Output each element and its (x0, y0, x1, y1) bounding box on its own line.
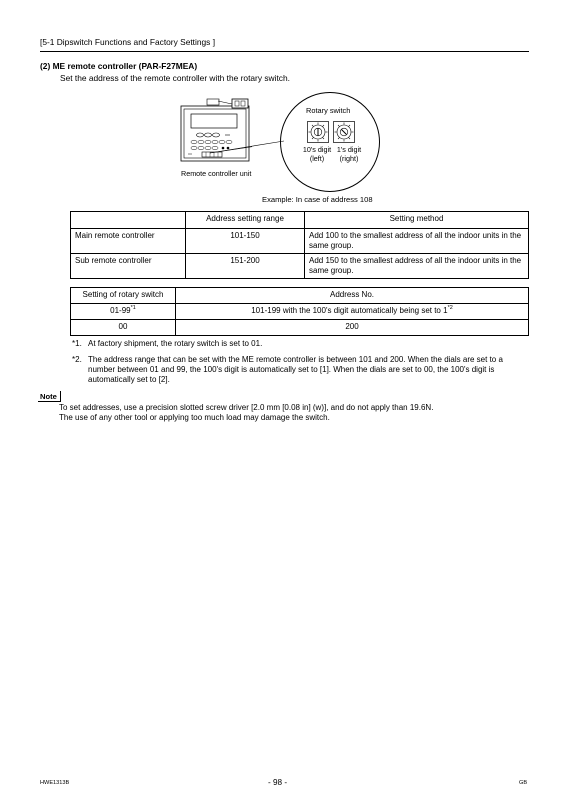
section-title: (2) ME remote controller (PAR-F27MEA) (40, 61, 198, 71)
address-value: 101-199 with the 100's digit automatically being set to 1 (251, 306, 448, 315)
region-code: GB (519, 780, 528, 786)
table-cell: Add 100 to the smallest address of all the indoor units in the same group. (305, 229, 529, 254)
footnote-ref: *2 (447, 305, 453, 311)
table-header-cell: Setting of rotary switch (71, 288, 176, 304)
document-code: HWE1313B (40, 780, 70, 786)
note-line: The use of any other tool or applying too much load may damage the switch. (59, 413, 330, 422)
table-cell (176, 304, 529, 320)
ones-digit-dial-icon (333, 121, 355, 143)
tens-digit-side: (left) (309, 154, 325, 163)
note-line: To set addresses, use a precision slotted screw driver [2.0 mm [0.08 in] (w)], and do not apply than 19.6N. (59, 403, 434, 412)
table-cell: 200 (176, 320, 529, 336)
tens-digit-name: 10's digit (302, 145, 332, 154)
table-header-cell: Address No. (176, 288, 529, 304)
table-cell: 151-200 (186, 254, 305, 279)
page-number: - 98 - (268, 778, 288, 787)
table-cell: Sub remote controller (71, 254, 186, 279)
callout-line (208, 139, 286, 155)
ones-digit-name: 1's digit (336, 145, 362, 154)
table-header-row (71, 212, 529, 229)
running-header: [5-1 Dipswitch Functions and Factory Settings ] (40, 37, 216, 47)
table-header-row (71, 288, 529, 304)
table-cell: 101-150 (186, 229, 305, 254)
rotary-switch-table (70, 287, 529, 336)
table-cell: Main remote controller (71, 229, 186, 254)
ones-digit-label (331, 145, 367, 163)
table-row (71, 229, 529, 254)
footnote-mark: *2. (72, 355, 82, 364)
footnote-text: The address range that can be set with the ME remote controller is between 101 and 200. When the dials are set to a number between 01 and 99, the 100's digit is automatically set to [1]. When the dials are set to 00, the 100's digit is automatically set to [2]. (88, 355, 503, 384)
note-label: Note (40, 392, 57, 401)
section-intro: Set the address of the remote controller with the rotary switch. (60, 73, 290, 83)
header-rule (40, 51, 529, 52)
ones-digit-side: (right) (339, 154, 359, 163)
footnote-mark: *1. (72, 339, 82, 348)
tens-digit-dial-icon (307, 121, 329, 143)
footnote-text: At factory shipment, the rotary switch is set to 01. (88, 339, 263, 348)
table-row (71, 304, 529, 320)
table-header-cell: Setting method (305, 212, 529, 229)
example-caption: Example: In case of address 108 (262, 195, 373, 204)
footnote-ref: *1 (130, 305, 136, 311)
note-text (59, 403, 529, 423)
rotary-switch-title: Rotary switch (306, 106, 351, 115)
table-row (71, 320, 529, 336)
table-header-cell: Address setting range (186, 212, 305, 229)
table-cell (71, 304, 176, 320)
address-range-table (70, 211, 529, 279)
table-cell: 00 (71, 320, 176, 336)
table-header-cell (71, 212, 186, 229)
table-row (71, 254, 529, 279)
remote-caption: Remote controller unit (181, 169, 252, 178)
table-cell: Add 150 to the smallest address of all the indoor units in the same group. (305, 254, 529, 279)
switch-value: 01-99 (110, 306, 131, 315)
